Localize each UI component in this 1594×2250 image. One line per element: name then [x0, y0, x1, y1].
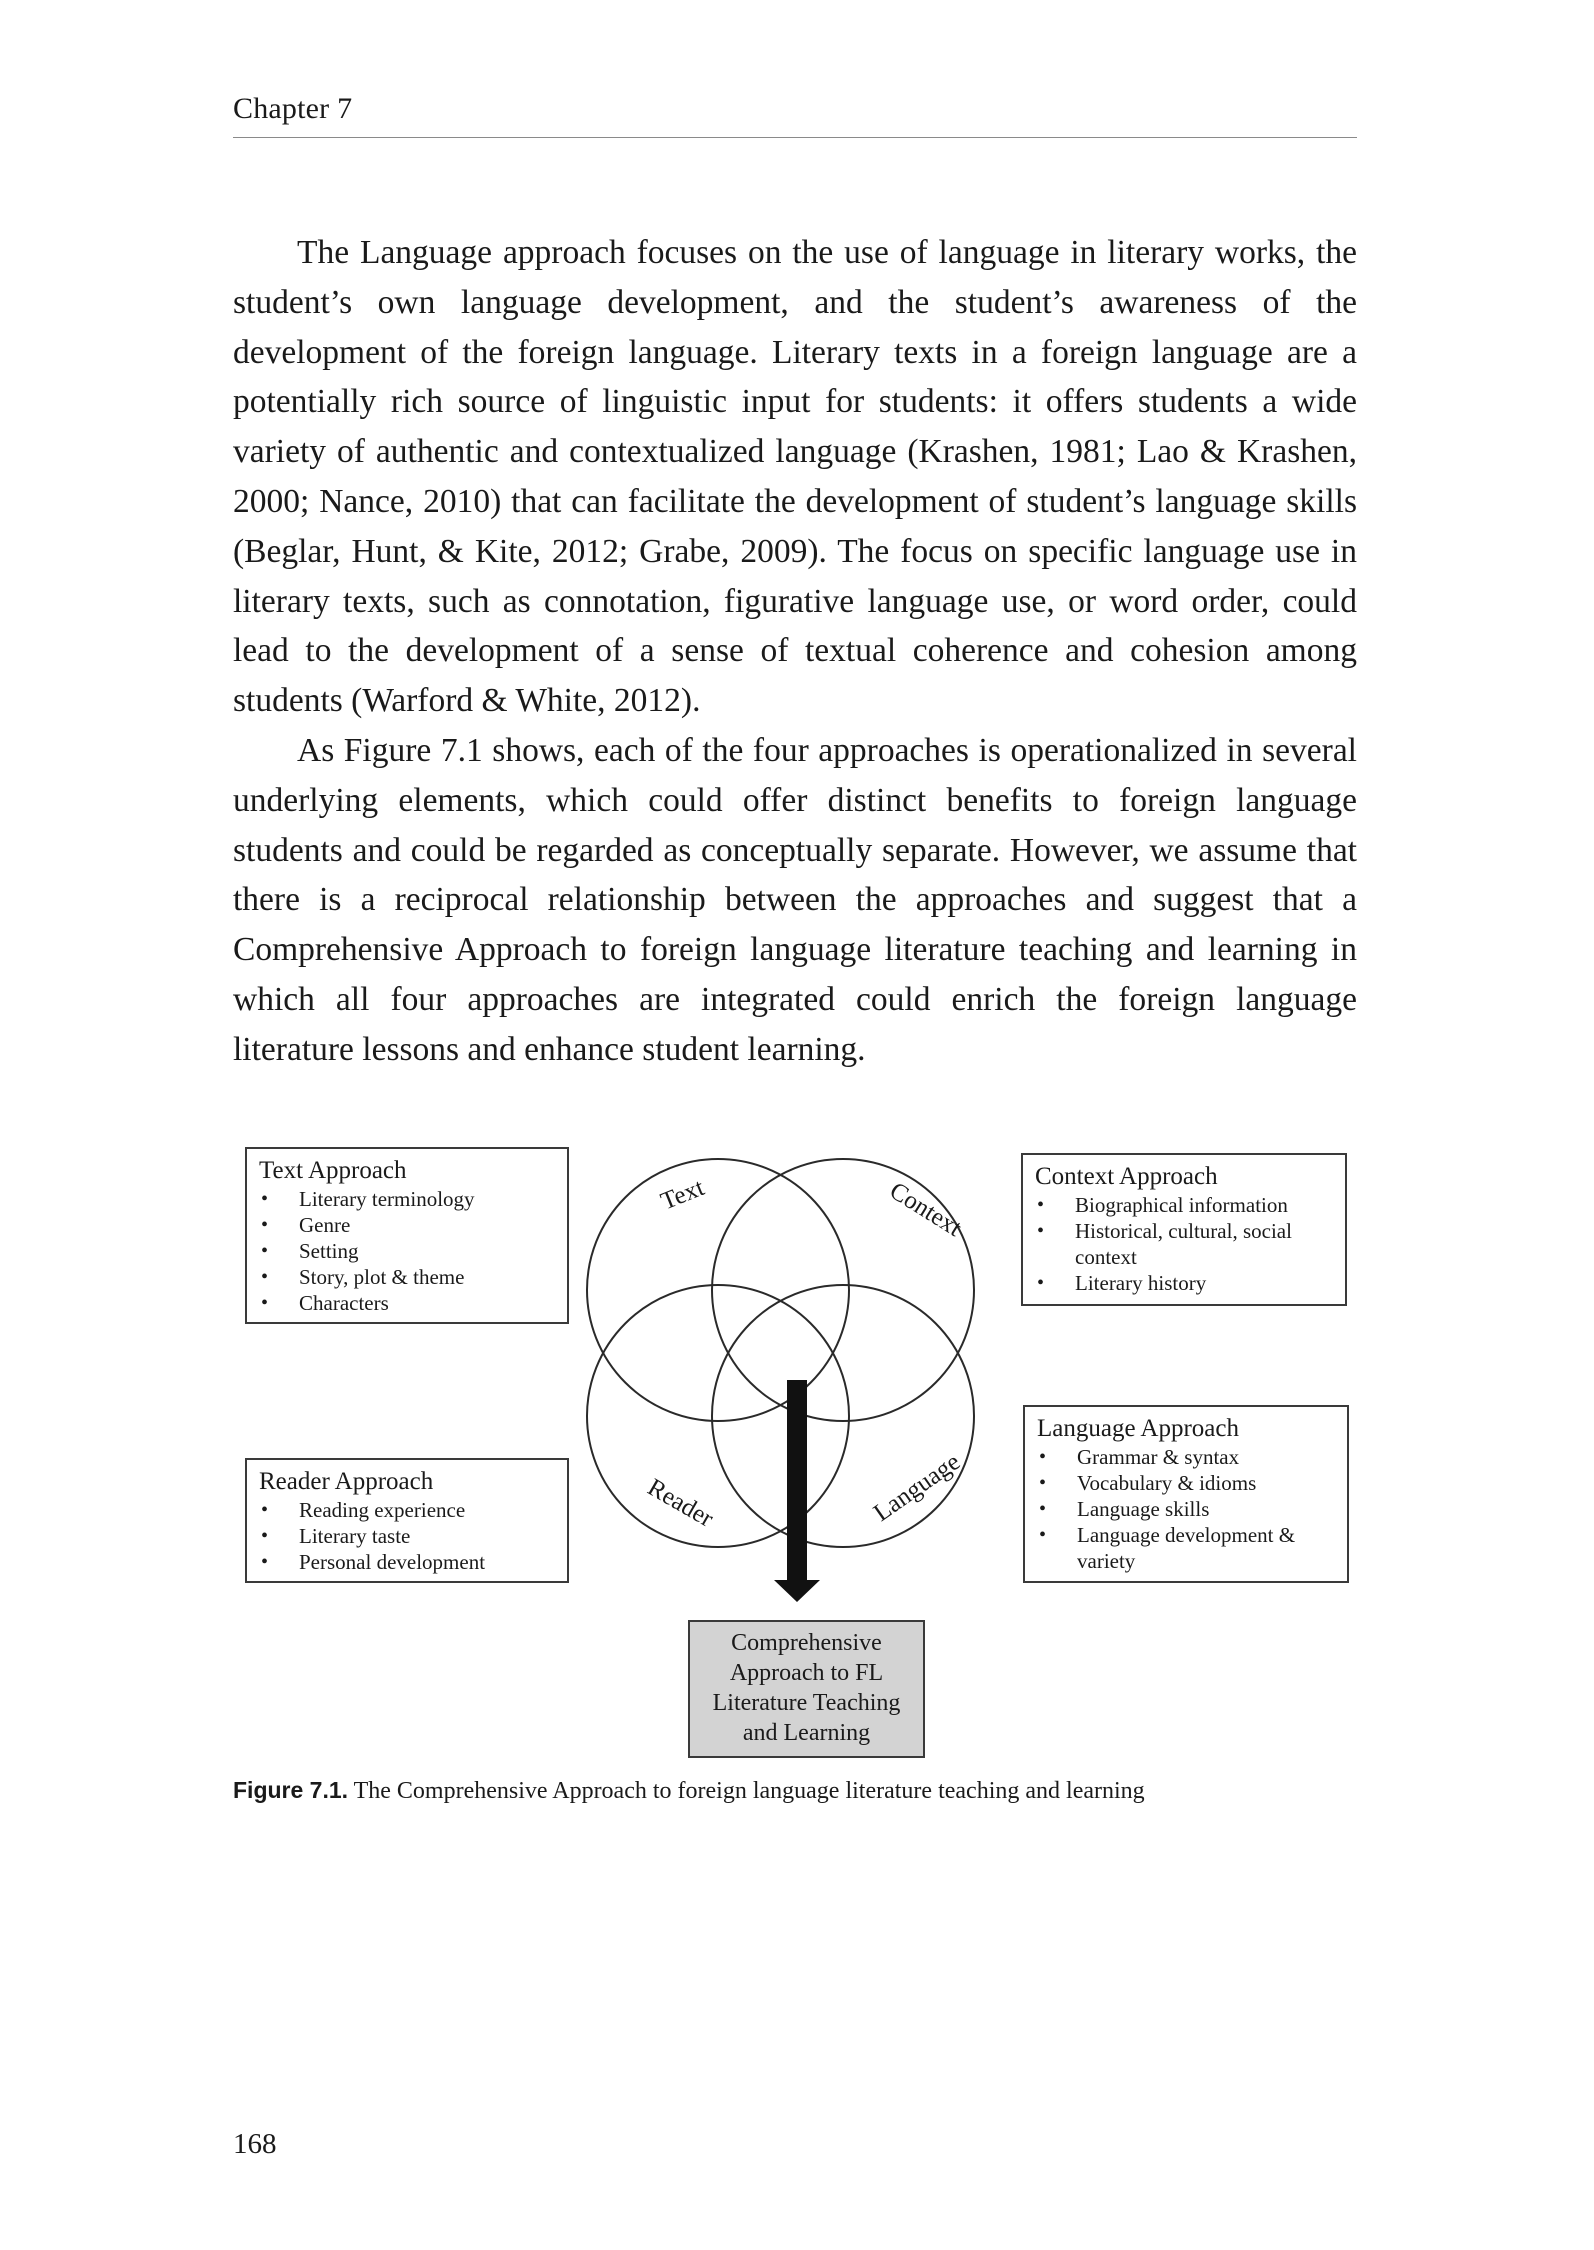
- list-item: • Grammar & syntax: [1037, 1444, 1335, 1470]
- comprehensive-line: and Learning: [742, 1720, 871, 1746]
- label-reader: Reader: [643, 1473, 718, 1533]
- box-title: Reader Approach: [259, 1468, 434, 1495]
- list-item: • Characters: [259, 1290, 555, 1316]
- list-item: • Historical, cultural, social context: [1035, 1218, 1333, 1270]
- list-item: • Reading experience: [259, 1497, 555, 1523]
- reader-approach-box: [245, 1458, 569, 1583]
- paragraph: As Figure 7.1 shows, each of the four approaches is operationalized in several underlying elements, which could offer distinct benefits to foreign language students and could be regarded as conceptually separate. However, we assume that there is a reciprocal relationship between the approaches and suggest that a Comprehensive Approach to foreign language literature teaching and learning in which all four approaches are integrated could enrich the foreign language literature lessons and enhance student learning.: [233, 731, 1357, 1068]
- label-text: Text: [657, 1174, 709, 1216]
- page-number: 168: [233, 2128, 277, 2160]
- arrow-shaft: [787, 1380, 807, 1580]
- arrow-head: [774, 1580, 820, 1602]
- list-item: • Language development & variety: [1037, 1522, 1335, 1574]
- box-title: Context Approach: [1035, 1163, 1218, 1190]
- list-item: • Story, plot & theme: [259, 1264, 555, 1290]
- box-title: Text Approach: [259, 1157, 407, 1184]
- list-item: • Vocabulary & idioms: [1037, 1470, 1335, 1496]
- list-item: • Personal development: [259, 1549, 555, 1575]
- item-list: [1037, 1444, 1335, 1574]
- label-language: Language: [868, 1448, 966, 1527]
- list-item: • Literary history: [1035, 1270, 1333, 1296]
- caption-text: The Comprehensive Approach to foreign language literature teaching and learning: [348, 1778, 1145, 1804]
- item-list: [1035, 1192, 1333, 1296]
- body-text: [233, 228, 1357, 1075]
- list-item: • Language skills: [1037, 1496, 1335, 1522]
- list-item: • Setting: [259, 1238, 555, 1264]
- header-rule: [233, 137, 1357, 138]
- list-item: • Literary terminology: [259, 1186, 555, 1212]
- box-title: Language Approach: [1037, 1415, 1240, 1442]
- item-list: [259, 1186, 555, 1316]
- comprehensive-line: Approach to FL: [729, 1660, 884, 1686]
- label-context: Context: [884, 1177, 967, 1243]
- caption-label: Figure 7.1.: [233, 1777, 349, 1803]
- comprehensive-line: Comprehensive: [731, 1630, 882, 1656]
- list-item: • Genre: [259, 1212, 555, 1238]
- comprehensive-line: Literature Teaching: [712, 1690, 901, 1716]
- paragraph: The Language approach focuses on the use of language in literary works, the student’s own language development, and the student’s awareness of the development of the foreign language. Literary texts in a foreign language are a potentially rich source of linguistic input for students: it offers students a wide variety of authentic and contextualized language (Krashen, 1981; Lao & Krashen, 2000; Nance, 2010) that can facilitate the development of student’s language skills (Beglar, Hunt, & Kite, 2012; Grabe, 2009). The focus on specific language use in literary texts, such as connotation, figurative language use, or word order, could lead to the development of a sense of textual coherence and cohesion among students (Warford & White, 2012).: [233, 234, 1357, 720]
- list-item: • Biographical information: [1035, 1192, 1333, 1218]
- item-list: [259, 1497, 555, 1575]
- text-approach-box: [245, 1147, 569, 1324]
- language-approach-box: [1023, 1405, 1349, 1583]
- running-header: Chapter 7: [233, 92, 353, 125]
- context-approach-box: [1021, 1153, 1347, 1306]
- figure-7-1: [233, 1140, 1357, 1780]
- figure-caption: [233, 1777, 1145, 1805]
- list-item: • Literary taste: [259, 1523, 555, 1549]
- comprehensive-approach-box: [688, 1620, 925, 1758]
